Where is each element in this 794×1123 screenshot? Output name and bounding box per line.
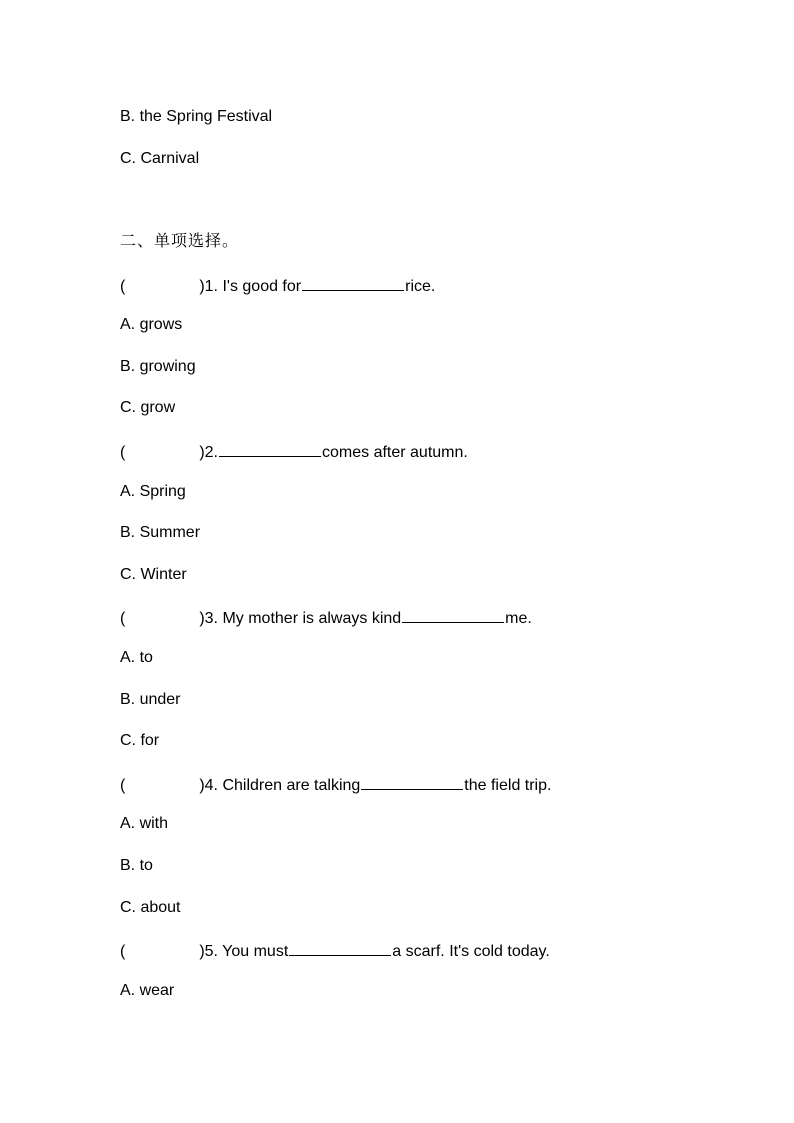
question-5 (120, 939, 550, 962)
question-3 (120, 606, 532, 629)
option-a: A. with (120, 815, 169, 832)
fill-blank[interactable] (302, 274, 404, 291)
option-c: C. grow (120, 399, 176, 416)
option-b: B. under (120, 691, 181, 708)
option-b-previous: B. the Spring Festival (120, 108, 273, 125)
option-a: A. grows (120, 316, 183, 333)
fill-blank[interactable] (219, 440, 321, 457)
question-text: )2. (199, 444, 218, 461)
paren-open: ( (120, 943, 126, 960)
paren-open: ( (120, 278, 126, 295)
question-4 (120, 773, 551, 796)
option-c: C. about (120, 899, 181, 916)
option-a: A. Spring (120, 483, 186, 500)
question-text: )1. I's good for (199, 278, 302, 295)
question-text-end: me. (505, 610, 532, 627)
option-a: A. wear (120, 982, 175, 999)
paren-open: ( (120, 610, 126, 627)
question-text: )4. Children are talking (199, 777, 361, 794)
option-c-previous: C. Carnival (120, 150, 200, 167)
option-a: A. to (120, 649, 153, 666)
option-c: C. for (120, 732, 160, 749)
question-1 (120, 274, 435, 297)
paren-open: ( (120, 444, 126, 461)
section-heading: 二、单项选择。 (120, 231, 240, 250)
question-text-end: rice. (405, 278, 436, 295)
question-2 (120, 440, 468, 463)
question-text-end: a scarf. It's cold today. (392, 943, 550, 960)
question-text: )3. My mother is always kind (199, 610, 402, 627)
option-c: C. Winter (120, 566, 187, 583)
paren-open: ( (120, 777, 126, 794)
option-b: B. growing (120, 358, 196, 375)
option-b: B. Summer (120, 524, 201, 541)
option-b: B. to (120, 857, 153, 874)
fill-blank[interactable] (289, 939, 391, 956)
question-text: )5. You must (199, 943, 289, 960)
fill-blank[interactable] (361, 773, 463, 790)
question-text-end: the field trip. (464, 777, 552, 794)
question-text-end: comes after autumn. (322, 444, 468, 461)
fill-blank[interactable] (402, 606, 504, 623)
